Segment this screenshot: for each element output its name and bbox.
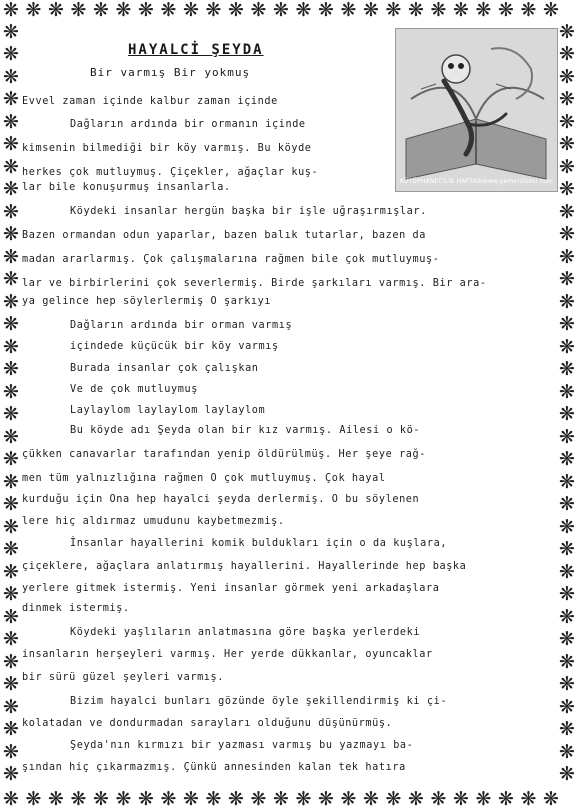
story-line: insanların herşeyleri varmış. Her yerde dükkanlar, oyuncaklar	[22, 649, 433, 660]
star-ornament-icon: ❋	[475, 788, 492, 810]
star-ornament-icon: ❋	[228, 788, 244, 810]
star-ornament-icon: ❋	[559, 133, 575, 155]
star-ornament-icon: ❋	[559, 425, 575, 448]
story-line: Bu köyde adı Şeyda olan bir kız varmış. Ailesi o kö-	[70, 425, 421, 436]
star-ornament-icon: ❋	[3, 763, 19, 785]
star-ornament-icon: ❋	[3, 65, 19, 88]
star-ornament-icon: ❋	[559, 245, 575, 268]
star-ornament-icon: ❋	[48, 788, 64, 810]
story-line: Köydeki insanlar hergün başka bir işle uğraşırmışlar.	[70, 206, 427, 217]
star-ornament-icon: ❋	[559, 290, 575, 313]
star-ornament-icon: ❋	[559, 650, 575, 673]
story-line: Evvel zaman içinde kalbur zaman içinde	[22, 96, 278, 107]
story-line: içindede küçücük bir köy varmış	[70, 341, 279, 352]
star-ornament-icon: ❋	[3, 403, 19, 425]
star-ornament-icon: ❋	[3, 538, 19, 560]
star-ornament-icon: ❋	[559, 403, 575, 425]
star-ornament-icon: ❋	[250, 788, 267, 810]
story-line: lere hiç aldırmaz umudunu kaybetmezmiş.	[22, 516, 285, 527]
story-line: lar ve birbirlerini çok severlermiş. Birde şarkıları varmış. Bir ara-	[22, 278, 487, 289]
star-ornament-icon: ❋	[453, 788, 469, 810]
star-ornament-icon: ❋	[559, 155, 575, 178]
story-line: çiçeklere, ağaçlara anlatırmış hayallerini. Hayallerinde hep başka	[22, 561, 467, 572]
star-ornament-icon: ❋	[115, 0, 132, 21]
star-ornament-icon: ❋	[559, 65, 575, 88]
star-ornament-icon: ❋	[3, 718, 19, 740]
star-ornament-icon: ❋	[3, 560, 19, 583]
star-ornament-icon: ❋	[228, 0, 244, 21]
star-ornament-icon: ❋	[250, 0, 267, 21]
star-ornament-icon: ❋	[385, 0, 402, 21]
star-ornament-icon: ❋	[3, 133, 19, 155]
story-line: herkes çok mutluymuş. Çiçekler, ağaçlar kuş-	[22, 167, 319, 178]
star-ornament-icon: ❋	[25, 788, 42, 810]
star-ornament-icon: ❋	[3, 673, 19, 695]
star-ornament-icon: ❋	[559, 358, 575, 380]
book-worm-icon	[396, 29, 557, 191]
star-ornament-icon: ❋	[559, 20, 575, 43]
story-line: ya gelince hep söylerlermiş O şarkıyı	[22, 296, 272, 307]
star-ornament-icon: ❋	[3, 313, 19, 335]
star-ornament-icon: ❋	[363, 788, 379, 810]
star-ornament-icon: ❋	[318, 0, 334, 21]
story-title: HAYALCİ ŞEYDA	[128, 42, 264, 58]
story-line: kolatadan ve dondurmadan sarayları olduğunu düşünürmüş.	[22, 718, 393, 729]
star-ornament-icon: ❋	[273, 0, 289, 21]
star-ornament-icon: ❋	[3, 268, 19, 290]
star-ornament-icon: ❋	[453, 0, 469, 21]
star-ornament-icon: ❋	[48, 0, 64, 21]
star-ornament-icon: ❋	[3, 515, 19, 538]
star-ornament-icon: ❋	[559, 515, 575, 538]
star-ornament-icon: ❋	[205, 0, 222, 21]
star-ornament-icon: ❋	[3, 335, 19, 358]
story-line: lar bile konuşurmuş insanlarla.	[22, 182, 231, 193]
star-ornament-icon: ❋	[3, 650, 19, 673]
star-ornament-icon: ❋	[273, 788, 289, 810]
star-ornament-icon: ❋	[70, 0, 87, 21]
star-ornament-icon: ❋	[205, 788, 222, 810]
star-ornament-icon: ❋	[475, 0, 492, 21]
story-line: Dağların ardında bir orman varmış	[70, 320, 293, 331]
star-ornament-icon: ❋	[3, 448, 19, 470]
star-ornament-icon: ❋	[3, 88, 19, 110]
star-ornament-icon: ❋	[559, 223, 575, 245]
star-ornament-icon: ❋	[559, 43, 575, 65]
star-ornament-icon: ❋	[3, 178, 19, 200]
story-line: Dağların ardında bir ormanın içinde	[70, 119, 306, 130]
story-line: Laylaylom laylaylom laylaylom	[70, 405, 266, 416]
star-ornament-icon: ❋	[3, 605, 19, 628]
star-ornament-icon: ❋	[559, 110, 575, 133]
star-ornament-icon: ❋	[183, 788, 199, 810]
star-ornament-icon: ❋	[93, 788, 109, 810]
story-line: men tüm yalnızlığına rağmen O çok mutluymuş. Çok hayal	[22, 473, 386, 484]
star-ornament-icon: ❋	[25, 0, 42, 21]
star-ornament-icon: ❋	[559, 493, 575, 515]
star-ornament-icon: ❋	[559, 178, 575, 200]
star-ornament-icon: ❋	[520, 0, 537, 21]
star-ornament-icon: ❋	[559, 605, 575, 628]
star-ornament-icon: ❋	[559, 695, 575, 718]
star-ornament-icon: ❋	[3, 0, 19, 21]
star-ornament-icon: ❋	[520, 788, 537, 810]
story-line: kurduğu için Ona hep hayalci şeyda derlermiş. O bu söylenen	[22, 494, 420, 505]
star-ornament-icon: ❋	[559, 763, 575, 785]
story-line: Bizim hayalci bunları gözünde öyle şekillendirmiş ki çi-	[70, 696, 448, 707]
star-ornament-icon: ❋	[3, 223, 19, 245]
story-line: Şeyda'nın kırmızı bir yazması varmış bu yazmayı ba-	[70, 740, 414, 751]
star-ornament-icon: ❋	[559, 380, 575, 403]
star-ornament-icon: ❋	[318, 788, 334, 810]
story-line: Bazen ormandan odun yaparlar, bazen balık tutarlar, bazen da	[22, 230, 427, 241]
star-ornament-icon: ❋	[115, 788, 132, 810]
star-ornament-icon: ❋	[3, 245, 19, 268]
star-ornament-icon: ❋	[559, 740, 575, 763]
story-line: Burada insanlar çok çalışkan	[70, 363, 259, 374]
star-ornament-icon: ❋	[3, 380, 19, 403]
star-ornament-icon: ❋	[559, 268, 575, 290]
star-ornament-icon: ❋	[3, 470, 19, 493]
star-ornament-icon: ❋	[183, 0, 199, 21]
star-ornament-icon: ❋	[363, 0, 379, 21]
star-ornament-icon: ❋	[160, 788, 177, 810]
star-ornament-icon: ❋	[3, 43, 19, 65]
story-line: çükken canavarlar tarafından yenip öldürülmüş. Her şeye rağ-	[22, 449, 427, 460]
star-ornament-icon: ❋	[295, 788, 312, 810]
star-ornament-icon: ❋	[295, 0, 312, 21]
story-line: bir sürü güzel şeyleri varmış.	[22, 672, 225, 683]
star-ornament-icon: ❋	[543, 788, 559, 810]
illustration-caption-left: KÜTÜPHANECİLİK HAFTASI	[400, 178, 483, 185]
story-page	[22, 24, 556, 788]
story-line: yerlere gitmek istermiş. Yeni insanlar görmek yeni arkadaşlara	[22, 583, 440, 594]
star-ornament-icon: ❋	[3, 20, 19, 43]
star-ornament-icon: ❋	[93, 0, 109, 21]
star-ornament-icon: ❋	[559, 538, 575, 560]
star-ornament-icon: ❋	[3, 788, 19, 810]
star-ornament-icon: ❋	[160, 0, 177, 21]
star-ornament-icon: ❋	[408, 0, 424, 21]
star-ornament-icon: ❋	[559, 88, 575, 110]
star-ornament-icon: ❋	[543, 0, 559, 21]
story-line: kimsenin bilmediği bir köy varmış. Bu köyde	[22, 143, 312, 154]
star-ornament-icon: ❋	[498, 0, 514, 21]
star-ornament-icon: ❋	[385, 788, 402, 810]
star-ornament-icon: ❋	[408, 788, 424, 810]
star-ornament-icon: ❋	[3, 155, 19, 178]
story-line: madan ararlarmış. Çok çalışmalarına rağmen bile çok mutluymuş-	[22, 254, 440, 265]
story-opening: Bir varmış Bir yokmuş	[90, 66, 251, 79]
story-line: şından hiç çıkarmazmış. Çünkü annesinden kalan tek hatıra	[22, 762, 406, 773]
star-ornament-icon: ❋	[3, 583, 19, 605]
star-ornament-icon: ❋	[3, 493, 19, 515]
star-ornament-icon: ❋	[3, 358, 19, 380]
star-ornament-icon: ❋	[3, 110, 19, 133]
star-ornament-icon: ❋	[559, 628, 575, 650]
star-ornament-icon: ❋	[340, 0, 357, 21]
star-ornament-icon: ❋	[3, 425, 19, 448]
star-ornament-icon: ❋	[138, 788, 154, 810]
star-ornament-icon: ❋	[498, 788, 514, 810]
star-ornament-icon: ❋	[3, 740, 19, 763]
star-ornament-icon: ❋	[559, 560, 575, 583]
star-ornament-icon: ❋	[430, 788, 447, 810]
story-line: Köydeki yaşlıların anlatmasına göre başka yerlerdeki	[70, 627, 421, 638]
star-ornament-icon: ❋	[3, 290, 19, 313]
star-ornament-icon: ❋	[559, 583, 575, 605]
star-ornament-icon: ❋	[340, 788, 357, 810]
star-ornament-icon: ❋	[559, 200, 575, 223]
story-line: dinmek istermiş.	[22, 603, 130, 614]
star-ornament-icon: ❋	[3, 695, 19, 718]
star-ornament-icon: ❋	[559, 313, 575, 335]
star-ornament-icon: ❋	[559, 335, 575, 358]
star-ornament-icon: ❋	[138, 0, 154, 21]
star-ornament-icon: ❋	[70, 788, 87, 810]
story-line: Ve de çok mutluymuş	[70, 384, 198, 395]
star-ornament-icon: ❋	[559, 448, 575, 470]
star-ornament-icon: ❋	[559, 470, 575, 493]
illustration-caption-right: www.yemenlisesi.com	[482, 178, 553, 185]
book-illustration	[395, 28, 558, 192]
star-ornament-icon: ❋	[559, 718, 575, 740]
star-ornament-icon: ❋	[430, 0, 447, 21]
star-ornament-icon: ❋	[559, 673, 575, 695]
star-ornament-icon: ❋	[3, 200, 19, 223]
star-ornament-icon: ❋	[3, 628, 19, 650]
story-line: İnsanlar hayallerini komik buldukları için o da kuşlara,	[70, 538, 448, 549]
